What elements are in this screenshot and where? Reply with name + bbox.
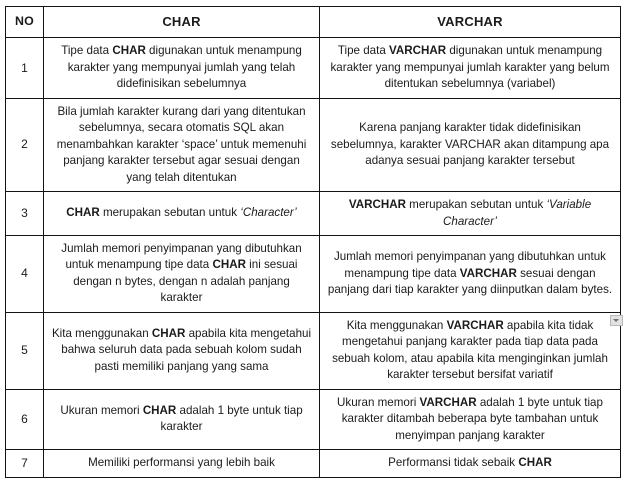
table-body: [6, 38, 621, 478]
text-run: CHAR: [142, 403, 177, 417]
text-run: apabila kita mengetahui bahwa seluruh data pada sebuah kolom sudah pasti memiliki panjang yang sama: [61, 327, 312, 373]
table-row: [6, 449, 621, 477]
table-header: [6, 7, 621, 38]
table-row: [6, 192, 621, 236]
cell-char: [44, 235, 320, 312]
cell-varchar: [320, 389, 621, 449]
text-run: Tipe data: [337, 44, 390, 58]
text-run: Kita menggunakan: [51, 327, 152, 341]
comparison-table-container: [5, 6, 620, 478]
cell-char: [44, 38, 320, 98]
cell-varchar: [320, 98, 621, 191]
cell-row-number: 5: [6, 312, 44, 389]
text-run: ‘Character’: [240, 206, 297, 220]
text-run: CHAR: [518, 456, 552, 470]
cell-char: [44, 98, 320, 191]
table-row: [6, 389, 621, 449]
cell-row-number: 4: [6, 235, 44, 312]
column-header-no: NO: [6, 7, 44, 38]
cell-row-number: 3: [6, 192, 44, 236]
cell-varchar: [320, 449, 621, 477]
text-run: CHAR: [151, 327, 186, 341]
text-run: adalah 1 byte untuk tiap karakter: [160, 403, 303, 434]
text-run: Kita menggunakan: [346, 318, 447, 332]
text-run: Bila jumlah karakter kurang dari yang ditentukan sebelumnya, secara otomatis SQL akan menambahkan karakter ‘space’ untuk memenuhi panjang karakter tersebut agar sesuai dengan yang telah ditentukan: [56, 104, 307, 184]
cell-varchar: [320, 38, 621, 98]
table-header-row: [6, 7, 621, 38]
text-run: merupakan sebutan untuk: [405, 198, 547, 212]
text-run: merupakan sebutan untuk: [99, 206, 241, 220]
cell-char: [44, 312, 320, 389]
text-run: VARCHAR: [348, 198, 406, 212]
text-run: Karena panjang karakter tidak didefinisikan sebelumnya, karakter VARCHAR akan ditampung apa adanya sesuai panjang karakter tersebut: [330, 121, 610, 168]
cell-char: [44, 449, 320, 477]
text-run: ini sesuai dengan n bytes, dengan n adalah panjang karakter: [73, 258, 298, 305]
text-run: CHAR: [112, 44, 146, 58]
text-run: VARCHAR: [459, 266, 517, 280]
table-row: [6, 312, 621, 389]
cell-varchar: [320, 192, 621, 236]
cell-row-number: 6: [6, 389, 44, 449]
column-header-varchar: VARCHAR: [320, 7, 621, 38]
text-run: Ukuran memori: [337, 395, 420, 409]
text-run: ‘Variable Character’: [443, 198, 592, 228]
text-run: CHAR: [66, 206, 100, 220]
text-run: apabila kita tidak mengetahui panjang karakter pada tiap data pada sebuah kolom, atau apabila kita menginginkan jumlah karakter tersebut bersifat variatif: [332, 318, 608, 382]
dropdown-arrow-artifact-icon[interactable]: [610, 315, 623, 326]
text-run: sesuai dengan panjang dari tiap karakter yang diinputkan dalam bytes.: [327, 266, 613, 297]
table-row: [6, 235, 621, 312]
text-run: adalah 1 byte untuk tiap karakter ditambah beberapa byte tambahan untuk menyimpan panjang karakter: [341, 395, 603, 442]
column-header-char: CHAR: [44, 7, 320, 38]
char-vs-varchar-table: [5, 6, 621, 478]
cell-varchar: [320, 235, 621, 312]
text-run: Jumlah memori penyimpanan yang dibutuhkan untuk menampung tipe data: [334, 250, 606, 280]
cell-row-number: 1: [6, 38, 44, 98]
text-run: CHAR: [212, 258, 246, 272]
text-run: Memiliki performansi yang lebih baik: [88, 456, 275, 470]
table-row: [6, 98, 621, 191]
cell-row-number: 7: [6, 449, 44, 477]
text-run: VARCHAR: [446, 318, 504, 332]
text-run: VARCHAR: [419, 395, 477, 409]
cell-varchar: [320, 312, 621, 389]
text-run: digunakan untuk menampung karakter yang mempunyai jumlah yang telah didefinisikan sebelumnya: [67, 44, 302, 91]
cell-row-number: 2: [6, 98, 44, 191]
table-row: [6, 38, 621, 98]
text-run: digunakan untuk menampung karakter yang mempunyai jumlah karakter yang belum ditentukan sebelumnya (variabel): [330, 44, 610, 91]
cell-char: [44, 192, 320, 236]
text-run: Performansi tidak sebaik: [388, 456, 519, 470]
text-run: Jumlah memori penyimpanan yang dibutuhkan untuk menampung tipe data: [61, 241, 302, 272]
text-run: VARCHAR: [389, 44, 447, 58]
text-run: Ukuran memori: [60, 403, 143, 417]
text-run: Tipe data: [61, 44, 113, 58]
cell-char: [44, 389, 320, 449]
